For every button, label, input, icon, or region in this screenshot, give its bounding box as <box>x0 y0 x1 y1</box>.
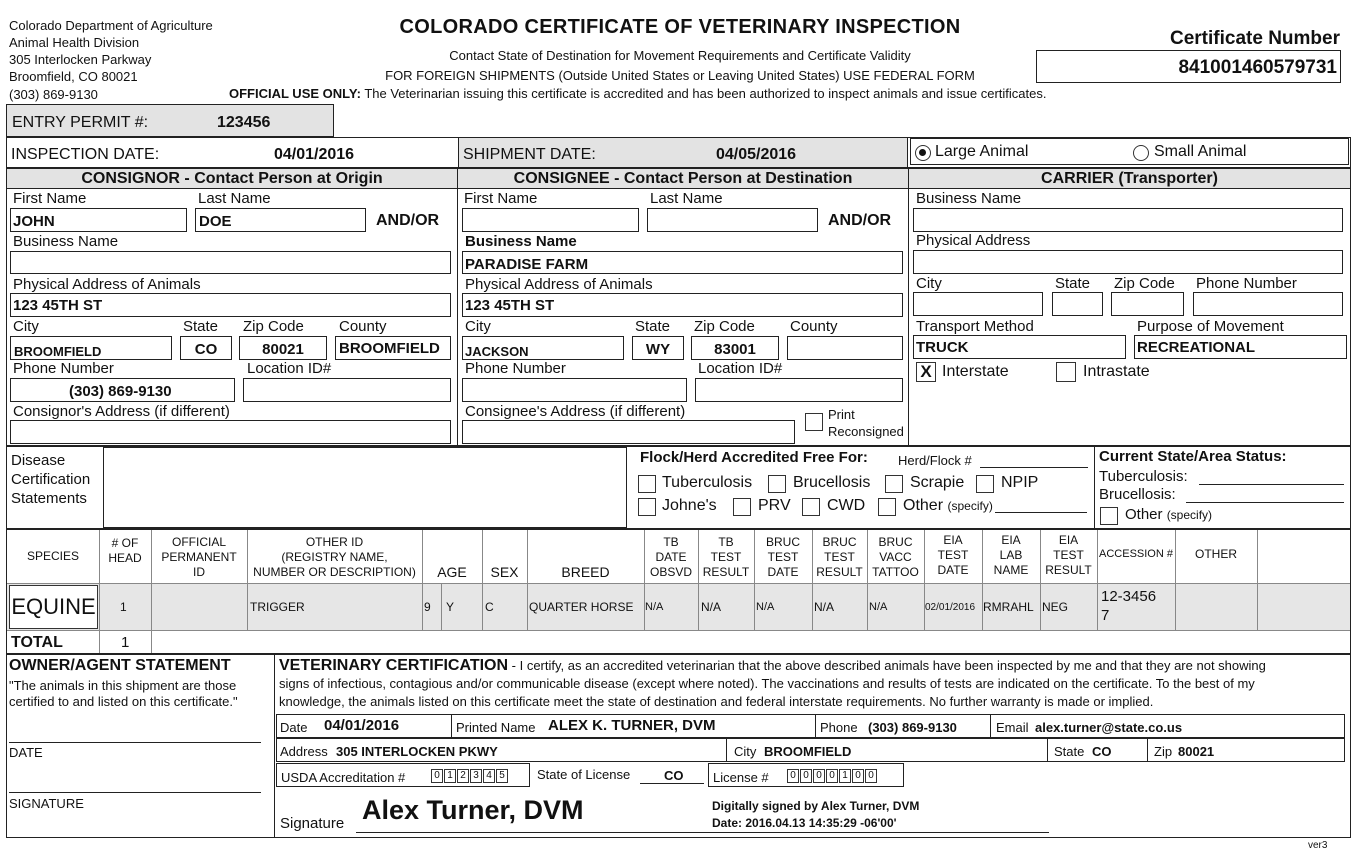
other-label: Other <box>903 497 944 514</box>
other-id-cell: TRIGGER <box>250 600 305 614</box>
consignor-state-input[interactable] <box>180 336 232 360</box>
vet-email-label: Email <box>996 720 1029 735</box>
license-number-field[interactable] <box>708 763 904 787</box>
scrapie-checkbox[interactable] <box>885 475 903 493</box>
vet-certification-header: VETERINARY CERTIFICATION <box>279 657 509 674</box>
flock-accredited-label: Flock/Herd Accredited Free For: <box>640 449 868 466</box>
consignor-header: CONSIGNOR - Contact Person at Origin <box>7 169 457 189</box>
printed-name-label: Printed Name <box>456 720 536 735</box>
brucellosis-checkbox[interactable] <box>768 475 786 493</box>
usda-digit: 2 <box>457 769 469 783</box>
col-age-header: AGE <box>437 564 467 580</box>
col-bruc-result-header: BRUC TEST RESULT <box>816 534 863 579</box>
phone-label: Phone Number <box>1196 275 1297 292</box>
agency-phone: (303) 869-9130 <box>9 87 98 102</box>
col-head-header: # OF HEAD <box>108 536 142 565</box>
divider <box>726 738 727 762</box>
divider <box>451 714 452 738</box>
consignor-zip: 80021 <box>262 341 304 358</box>
digital-signature-date: Date: 2016.04.13 14:35:29 -06'00' <box>712 816 897 830</box>
carrier-business-input[interactable] <box>913 208 1343 232</box>
license-digit: 1 <box>839 769 851 783</box>
carrier-city-input[interactable] <box>913 292 1043 316</box>
species-cell[interactable]: EQUINE <box>9 585 98 629</box>
vet-date-label: Date <box>280 720 308 735</box>
print-reconsigned-label: Reconsigned <box>828 424 904 439</box>
col-eia-date-header: EIA TEST DATE <box>937 532 969 577</box>
disease-statements-input[interactable] <box>103 447 627 528</box>
bruc-vacc-cell: N/A <box>869 601 888 613</box>
eia-lab-cell: RMRAHL <box>983 600 1034 614</box>
inspection-date-label: INSPECTION DATE: <box>11 146 160 163</box>
brucellosis-label: Brucellosis <box>793 474 871 491</box>
consignor-county: BROOMFIELD <box>339 340 440 357</box>
license-state-label: State of License <box>537 767 631 782</box>
entry-permit-field[interactable] <box>6 104 334 137</box>
accession-cell: 7 <box>1101 607 1110 624</box>
consignee-state: WY <box>645 341 671 358</box>
usda-digit: 4 <box>483 769 495 783</box>
shipment-date-label: SHIPMENT DATE: <box>463 146 596 163</box>
purpose-of-movement: RECREATIONAL <box>1137 339 1256 356</box>
col-accession-header: ACCESSION # <box>1099 548 1173 560</box>
agency-line: 305 Interlocken Parkway <box>9 52 152 67</box>
status-tb-input[interactable] <box>1199 484 1344 485</box>
consignee-zip-input[interactable] <box>691 336 779 360</box>
purpose-label: Purpose of Movement <box>1137 318 1284 335</box>
zip-label: Zip Code <box>694 318 755 335</box>
vet-phone[interactable]: (303) 869-9130 <box>868 720 957 735</box>
consignee-business: PARADISE FARM <box>465 256 589 273</box>
andor-label: AND/OR <box>828 212 892 229</box>
animal-type-group <box>910 138 1349 165</box>
owner-date-label: DATE <box>9 745 43 760</box>
other-disease-label <box>903 497 993 515</box>
official-use-note <box>229 86 1046 101</box>
official-use-text: The Veterinarian issuing this certificate is accredited and has been authorized to inspect animals and issue certificates. <box>364 86 1047 101</box>
agency-line: Colorado Department of Agriculture <box>9 18 213 33</box>
prv-checkbox[interactable] <box>733 498 751 516</box>
consignee-first-name-input[interactable] <box>462 208 639 232</box>
col-sex-header: SEX <box>490 564 519 580</box>
form-subtitle: Contact State of Destination for Movement Requirements and Certificate Validity <box>449 48 911 63</box>
inspection-date-value: 04/01/2016 <box>274 146 355 163</box>
usda-digit: 0 <box>431 769 443 783</box>
first-name-label: First Name <box>13 190 87 207</box>
phone-label: Phone Number <box>465 360 566 377</box>
entry-permit-label: ENTRY PERMIT #: <box>12 114 149 131</box>
consignor-city: BROOMFIELD <box>14 344 102 359</box>
shipment-date-value: 04/05/2016 <box>716 146 797 163</box>
npip-label: NPIP <box>1001 474 1039 491</box>
state-label: State <box>183 318 219 335</box>
disease-label: Certification <box>11 471 91 488</box>
vet-phone-label: Phone <box>820 720 858 735</box>
consignee-alt-address-input[interactable] <box>462 420 795 444</box>
status-tb-label: Tuberculosis: <box>1099 468 1188 485</box>
usda-digit: 5 <box>496 769 508 783</box>
col-other-id-header: OTHER ID (REGISTRY NAME, NUMBER OR DESCRIPTION) <box>253 534 416 579</box>
county-label: County <box>339 318 387 335</box>
age-number-cell: 9 <box>424 600 431 614</box>
zip-label: Zip Code <box>243 318 304 335</box>
state-label: State <box>1055 275 1091 292</box>
consignor-city-input[interactable] <box>10 336 172 360</box>
vet-state[interactable]: CO <box>1092 744 1112 759</box>
zip-label: Zip Code <box>1114 275 1175 292</box>
andor-label: AND/OR <box>376 212 440 229</box>
divider <box>908 168 909 446</box>
printed-name[interactable]: ALEX K. TURNER, DVM <box>548 717 716 734</box>
carrier-state-input[interactable] <box>1052 292 1103 316</box>
form-subtitle: FOR FOREIGN SHIPMENTS (Outside United States or Leaving United States) USE FEDERAL FORM <box>385 68 975 83</box>
form-title: COLORADO CERTIFICATE OF VETERINARY INSPECTION <box>399 16 961 38</box>
consignee-state-input[interactable] <box>632 336 684 360</box>
vet-date[interactable]: 04/01/2016 <box>324 717 400 734</box>
disease-label: Disease <box>11 452 66 469</box>
vet-signature-label: Signature <box>280 815 345 832</box>
consignor-address-input[interactable] <box>10 293 451 317</box>
address-label: Physical Address of Animals <box>13 276 201 293</box>
vet-signature-line <box>356 832 1049 833</box>
consignor-address: 123 45TH ST <box>13 297 103 314</box>
print-reconsigned-label: Print <box>828 407 855 422</box>
vet-city[interactable]: BROOMFIELD <box>764 744 852 759</box>
specify-label: (specify) <box>947 499 993 513</box>
consignee-header: CONSIGNEE - Contact Person at Destination <box>458 169 908 189</box>
interstate-label: Interstate <box>942 363 1009 380</box>
location-id-label: Location ID# <box>698 360 783 377</box>
business-name-label: Business Name <box>13 233 119 250</box>
consignor-state: CO <box>194 341 218 358</box>
agency-line: Broomfield, CO 80021 <box>9 69 138 84</box>
license-digit: 0 <box>787 769 799 783</box>
bruc-result-cell: N/A <box>814 600 835 614</box>
interstate-checkbox[interactable]: X <box>916 362 936 382</box>
col-breed-header: BREED <box>561 564 610 580</box>
divider <box>1147 738 1148 762</box>
consignor-first-name: JOHN <box>13 213 55 230</box>
consignor-county-input[interactable] <box>335 336 451 360</box>
large-animal-radio[interactable] <box>915 145 931 161</box>
breed-cell: QUARTER HORSE <box>529 600 634 614</box>
divider <box>457 168 458 446</box>
usda-accreditation-field[interactable] <box>276 763 530 787</box>
consignor-last-name: DOE <box>199 213 232 230</box>
divider <box>1047 738 1048 762</box>
business-name-label: Business Name <box>916 190 1022 207</box>
county-label: County <box>790 318 838 335</box>
consignee-city-input[interactable] <box>462 336 624 360</box>
col-eia-result-header: EIA TEST RESULT <box>1045 532 1092 577</box>
inspection-date-field[interactable] <box>6 137 458 168</box>
divider <box>274 655 275 837</box>
carrier-phone-input[interactable] <box>1193 292 1343 316</box>
tuberculosis-checkbox[interactable] <box>638 475 656 493</box>
vet-certification-text <box>279 657 1345 711</box>
phone-label: Phone Number <box>13 360 114 377</box>
consignee-alt-address-label: Consignee's Address (if different) <box>465 403 686 420</box>
carrier-header: CARRIER (Transporter) <box>909 169 1350 189</box>
vet-zip-label: Zip <box>1154 744 1173 759</box>
current-status-label: Current State/Area Status: <box>1099 448 1287 465</box>
consignor-business-input[interactable] <box>10 251 451 274</box>
license-digit: 0 <box>800 769 812 783</box>
usda-accreditation-digits <box>431 767 509 785</box>
consignee-business-input[interactable] <box>462 251 903 274</box>
col-other-header: OTHER <box>1195 547 1237 561</box>
intrastate-label: Intrastate <box>1083 363 1150 380</box>
column-divider <box>1257 530 1258 631</box>
state-label: State <box>635 318 671 335</box>
address-label: Physical Address of Animals <box>465 276 653 293</box>
divider <box>990 714 991 738</box>
license-state[interactable]: CO <box>664 768 684 783</box>
consignee-address-input[interactable] <box>462 293 903 317</box>
col-official-id-header: OFFICIAL PERMANENT ID <box>161 534 237 579</box>
prv-label: PRV <box>758 497 791 514</box>
eia-date-cell: 02/01/2016 <box>925 602 976 613</box>
transport-method-label: Transport Method <box>916 318 1034 335</box>
owner-signature-line <box>9 792 261 793</box>
divider <box>815 714 816 738</box>
small-animal-label: Small Animal <box>1154 143 1247 160</box>
owner-signature-label: SIGNATURE <box>9 796 84 811</box>
official-use-label: OFFICIAL USE ONLY: <box>229 86 361 101</box>
status-other-label <box>1125 506 1212 524</box>
consignor-zip-input[interactable] <box>239 336 327 360</box>
usda-digit: 1 <box>444 769 456 783</box>
cwd-label: CWD <box>827 497 866 514</box>
tb-result-cell: N/A <box>701 600 722 614</box>
usda-digit: 3 <box>470 769 482 783</box>
sex-cell: C <box>485 600 494 614</box>
transport-method: TRUCK <box>916 339 969 356</box>
carrier-zip-input[interactable] <box>1111 292 1184 316</box>
vet-address-label: Address <box>280 744 328 759</box>
usda-accreditation-label: USDA Accreditation # <box>281 770 406 785</box>
scrapie-label: Scrapie <box>910 474 965 491</box>
owner-statement-header: OWNER/AGENT STATEMENT <box>9 657 231 674</box>
tuberculosis-label: Tuberculosis <box>662 474 753 491</box>
vet-signature[interactable]: Alex Turner, DVM <box>362 795 584 825</box>
license-state-line <box>640 783 704 784</box>
vet-zip[interactable]: 80021 <box>1178 744 1215 759</box>
total-label: TOTAL <box>11 634 63 651</box>
divider <box>1094 447 1095 528</box>
shipment-date-field[interactable] <box>458 138 908 167</box>
col-eia-lab-header: EIA LAB NAME <box>993 532 1029 577</box>
consignor-alt-address-input[interactable] <box>10 420 451 444</box>
agency-line: Animal Health Division <box>9 35 140 50</box>
last-name-label: Last Name <box>198 190 271 207</box>
consignor-first-name-input[interactable] <box>10 208 187 232</box>
accession-cell: 12-3456 <box>1101 588 1157 605</box>
vet-text: signs of infectious, contagious and/or communicable disease (except where noted). The vaccinations and results of tests are indicated on the certificate. To the best of my <box>279 676 1255 691</box>
intrastate-checkbox[interactable] <box>1056 362 1076 382</box>
age-unit-cell: Y <box>446 600 455 614</box>
consignor-alt-address-label: Consignor's Address (if different) <box>13 403 230 420</box>
disease-label: Statements <box>11 490 87 507</box>
owner-statement-text: certified to and listed on this certificate." <box>9 694 238 709</box>
consignor-phone-input[interactable] <box>10 378 235 402</box>
certificate-number-label: Certificate Number <box>1170 28 1340 49</box>
vet-email[interactable]: alex.turner@state.co.us <box>1035 720 1183 735</box>
consignee-location-input[interactable] <box>695 378 903 402</box>
vet-address[interactable]: 305 INTERLOCKEN PKWY <box>336 744 498 759</box>
other-label: Other <box>1125 506 1163 523</box>
col-bruc-vacc-header: BRUC VACC TATTOO <box>872 534 919 579</box>
city-label: City <box>13 318 39 335</box>
bruc-date-cell: N/A <box>756 601 775 613</box>
herd-flock-label: Herd/Flock # <box>898 453 972 468</box>
consignor-last-name-input[interactable] <box>195 208 366 232</box>
business-name-label: Business Name <box>465 233 577 250</box>
consignee-county-input[interactable] <box>787 336 903 360</box>
herd-flock-input[interactable] <box>980 467 1088 468</box>
vet-city-label: City <box>734 744 757 759</box>
specify-label: (specify) <box>1166 508 1213 522</box>
vet-text: - I certify, as an accredited veterinarian that the above described animals have been inspected by me and that they are not showing <box>508 658 1266 673</box>
consignee-phone-input[interactable] <box>462 378 687 402</box>
vet-text: knowledge, the animals listed on this certificate meet the state of destination and federal interstate requirements. No further warranty is made or implied. <box>279 694 1154 709</box>
city-label: City <box>916 275 942 292</box>
vet-state-label: State <box>1054 744 1085 759</box>
license-digit: 0 <box>826 769 838 783</box>
license-digit: 0 <box>865 769 877 783</box>
last-name-label: Last Name <box>650 190 723 207</box>
small-animal-radio[interactable] <box>1133 145 1149 161</box>
print-reconsigned-checkbox[interactable] <box>805 413 823 431</box>
col-species-header: SPECIES <box>26 549 80 563</box>
status-other-checkbox[interactable] <box>1100 507 1118 525</box>
eia-result-cell: NEG <box>1042 600 1069 614</box>
cwd-checkbox[interactable] <box>802 498 820 516</box>
col-tb-date-header: TB DATE OBSVD <box>649 534 692 579</box>
license-number-label: License # <box>713 770 769 785</box>
version-label: ver3 <box>1308 840 1328 851</box>
digital-signature-line: Digitally signed by Alex Turner, DVM <box>712 799 920 813</box>
license-number-digits <box>787 767 878 785</box>
col-bruc-date-header: BRUC TEST DATE <box>765 534 800 579</box>
other-disease-checkbox[interactable] <box>878 498 896 516</box>
carrier-address-input[interactable] <box>913 250 1343 274</box>
purpose-input[interactable] <box>1134 335 1347 359</box>
consignor-location-input[interactable] <box>243 378 451 402</box>
consignee-address: 123 45TH ST <box>465 297 555 314</box>
tb-date-cell: N/A <box>645 601 664 613</box>
johnes-checkbox[interactable] <box>638 498 656 516</box>
first-name-label: First Name <box>464 190 538 207</box>
address-label: Physical Address <box>916 232 1031 249</box>
npip-checkbox[interactable] <box>976 475 994 493</box>
large-animal-label: Large Animal <box>935 143 1029 160</box>
column-divider <box>441 584 442 630</box>
johnes-label: Johne's <box>662 497 717 514</box>
consignee-last-name-input[interactable] <box>647 208 818 232</box>
vet-row-1 <box>276 714 1345 738</box>
location-id-label: Location ID# <box>247 360 332 377</box>
entry-permit-value: 123456 <box>217 114 271 131</box>
consignee-zip: 83001 <box>714 341 756 358</box>
city-label: City <box>465 318 491 335</box>
col-tb-result-header: TB TEST RESULT <box>702 534 750 579</box>
head-cell: 1 <box>120 600 127 614</box>
status-bruc-label: Brucellosis: <box>1099 486 1176 503</box>
owner-statement-text: "The animals in this shipment are those <box>9 678 237 693</box>
consignee-city: JACKSON <box>465 344 529 359</box>
transport-method-input[interactable] <box>913 335 1126 359</box>
consignor-phone: (303) 869-9130 <box>69 383 172 400</box>
status-bruc-input[interactable] <box>1186 502 1344 503</box>
license-digit: 0 <box>813 769 825 783</box>
other-disease-input[interactable] <box>995 512 1087 513</box>
certificate-number[interactable]: 841001460579731 <box>1036 50 1341 83</box>
license-digit: 0 <box>852 769 864 783</box>
total-value: 1 <box>121 634 130 651</box>
owner-date-line <box>9 742 261 743</box>
